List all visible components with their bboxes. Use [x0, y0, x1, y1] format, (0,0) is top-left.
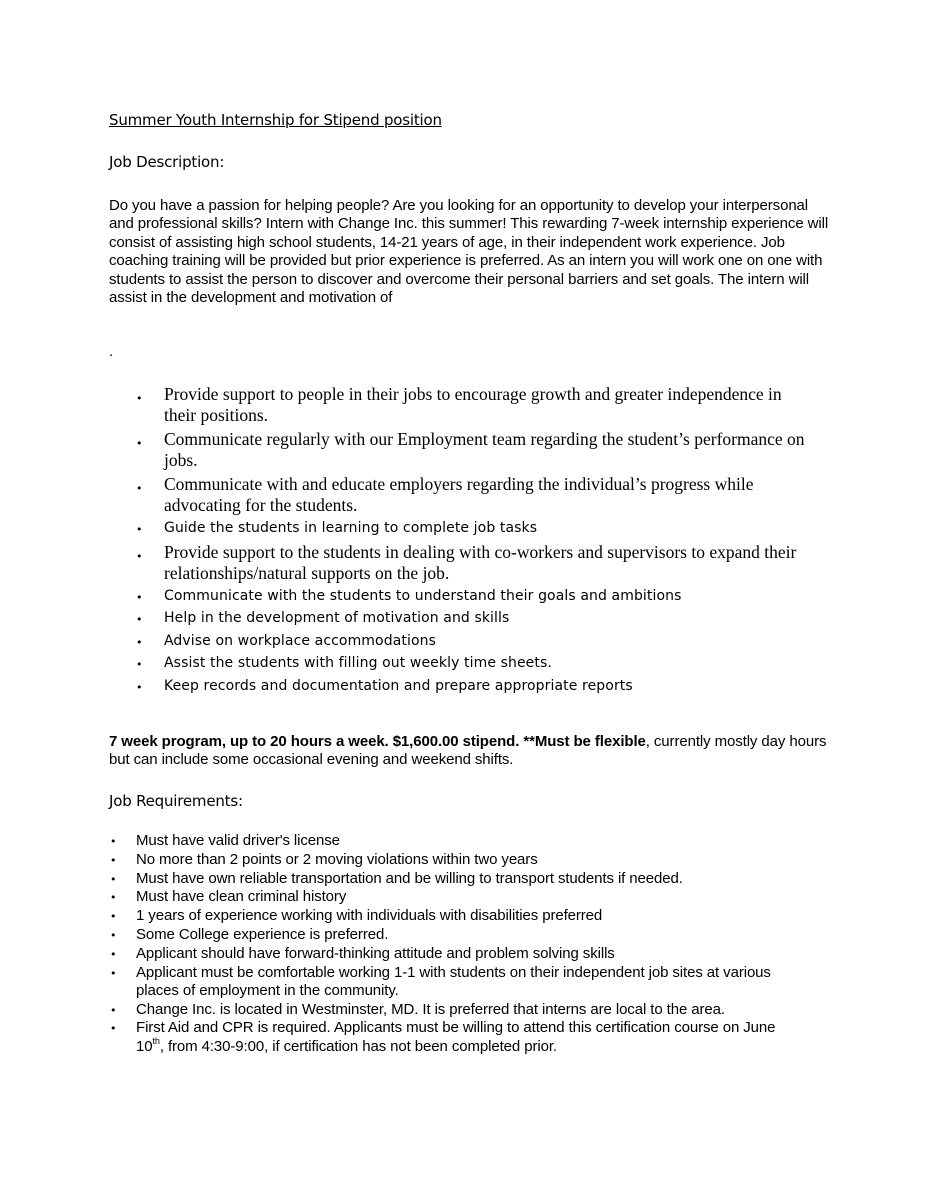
duty-text: Provide support to the students in dealing with co-workers and supervisors to expand their relationships/natural supports on the job.: [164, 541, 797, 583]
program-bold-text: 7 week program, up to 20 hours a week. $1,600.00 stipend. **Must be flexible: [109, 733, 646, 750]
stray-period: .: [109, 343, 114, 360]
requirement-text: Must have own reliable transportation and be willing to transport students if needed.: [136, 869, 683, 887]
bullet-icon: •: [136, 523, 143, 536]
list-item: [0, 542, 814, 584]
duty-text: Communicate with the students to understand their goals and ambitions: [164, 587, 682, 604]
program-text: , currently mostly day hours but can include some occasional evening and weekend shifts.: [109, 733, 827, 769]
bullet-icon: •: [136, 437, 143, 450]
ordinal-suffix: th: [152, 1035, 160, 1046]
list-item: [0, 964, 796, 1000]
list-item: [0, 888, 796, 906]
requirement-text: 1 years of experience working with individuals with disabilities preferred: [136, 907, 603, 925]
list-item: [0, 945, 796, 963]
requirements-list: [0, 832, 927, 1056]
list-item: [0, 851, 796, 869]
list-item: [0, 1019, 796, 1055]
list-item: [0, 609, 814, 627]
list-item: [0, 907, 796, 925]
list-item: [0, 474, 814, 516]
requirement-text: First Aid and CPR is required. Applicants must be willing to attend this certification course on June 10: [136, 1019, 776, 1055]
job-description-text: Do you have a passion for helping people? Are you looking for an opportunity to develop your interpersonal and professional skills? Intern with Change Inc. this summer! This rewarding 7-week internship experience will consist of assisting high school students, 14-21 years of age, in their independent work experience. Job coaching training will be provided but prior experience is preferred. As an intern you will work one on one with students to assist the person to discover and overcome their personal barriers and set goals. The intern will assist in the development and motivation of: [109, 197, 829, 307]
bullet-icon: •: [110, 853, 117, 867]
bullet-icon: •: [136, 680, 143, 694]
list-item: [0, 677, 814, 695]
bullet-icon: •: [110, 910, 117, 924]
bullet-icon: •: [110, 928, 117, 942]
list-item: [0, 384, 814, 426]
list-item: [0, 632, 814, 650]
bullet-icon: •: [136, 549, 143, 563]
list-item: [0, 519, 814, 537]
duty-text: Guide the students in learning to complete job tasks: [164, 520, 538, 536]
list-item: [0, 1001, 796, 1019]
duty-text: Communicate with and educate employers regarding the individual’s progress while advocating for the students.: [164, 474, 754, 515]
bullet-icon: •: [136, 613, 143, 626]
bullet-icon: •: [110, 1003, 117, 1017]
bullet-icon: •: [136, 392, 143, 405]
job-requirements-heading: Job Requirements:: [109, 792, 243, 810]
bullet-icon: •: [110, 1022, 117, 1036]
program-details: [109, 733, 829, 769]
requirement-text: Change Inc. is located in Westminster, MD. It is preferred that interns are local to the area.: [136, 1000, 725, 1018]
bullet-icon: •: [110, 947, 117, 961]
bullet-icon: •: [136, 658, 143, 671]
requirement-text: No more than 2 points or 2 moving violations within two years: [136, 850, 538, 868]
bullet-icon: •: [110, 891, 117, 905]
bullet-icon: •: [136, 590, 143, 604]
duty-text: Communicate regularly with our Employment team regarding the student’s performance on jobs.: [164, 429, 805, 470]
job-description-heading: Job Description:: [109, 153, 225, 171]
duties-list: [0, 384, 927, 699]
requirement-text: Must have valid driver's license: [136, 832, 340, 849]
bullet-icon: •: [136, 635, 143, 649]
requirement-text: Some College experience is preferred.: [136, 925, 389, 943]
requirement-text: Applicant should have forward-thinking attitude and problem solving skills: [136, 944, 615, 962]
requirement-text: Applicant must be comfortable working 1-1 with students on their independent job sites at various places of employment in the community.: [136, 963, 771, 999]
list-item: [0, 654, 814, 672]
duty-text: Assist the students with filling out weekly time sheets.: [164, 655, 552, 671]
list-item: [0, 926, 796, 944]
duty-text: Advise on workplace accommodations: [164, 632, 436, 649]
list-item: [0, 870, 796, 888]
bullet-icon: •: [110, 872, 117, 886]
list-item: [0, 832, 796, 850]
bullet-icon: •: [136, 482, 143, 495]
duty-text: Keep records and documentation and prepare appropriate reports: [164, 677, 633, 694]
list-item: [0, 429, 814, 471]
document-title: Summer Youth Internship for Stipend position: [109, 111, 442, 129]
requirement-text: Must have clean criminal history: [136, 888, 347, 906]
bullet-icon: •: [110, 835, 117, 848]
requirement-text-end: , from 4:30-9:00, if certification has not been completed prior.: [159, 1037, 557, 1055]
duty-text: Help in the development of motivation and skills: [164, 610, 510, 626]
bullet-icon: •: [110, 966, 117, 980]
list-item: [0, 587, 814, 605]
duty-text: Provide support to people in their jobs to encourage growth and greater independence in their positions.: [164, 384, 782, 425]
